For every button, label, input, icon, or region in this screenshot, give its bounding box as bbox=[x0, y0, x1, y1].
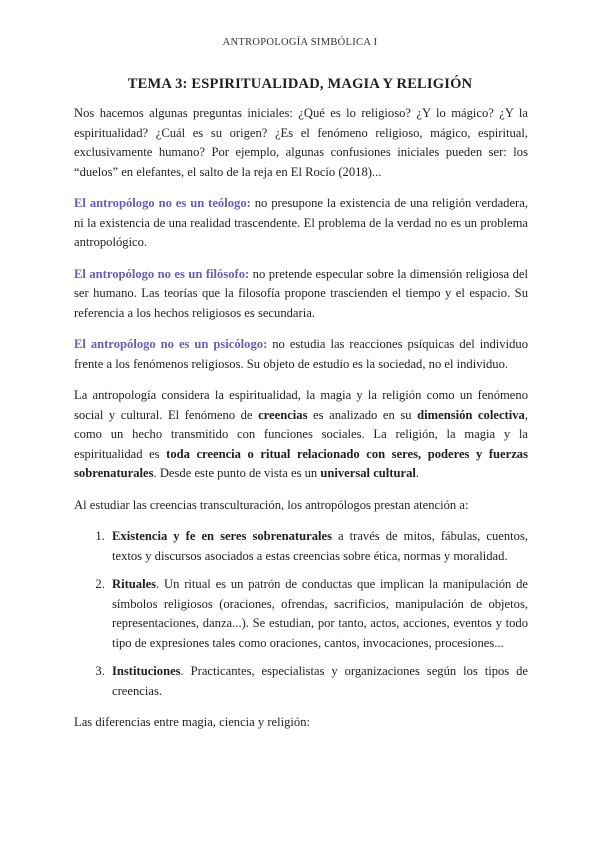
statement-philosopher bbox=[74, 265, 528, 324]
statement-label: El antropólogo no es un teólogo: bbox=[74, 196, 251, 210]
definition-bold: dimensión colectiva bbox=[417, 407, 525, 422]
statement-label: El antropólogo no es un psicólogo: bbox=[74, 337, 268, 351]
statement-text: no presupone la existencia de una religión verdadera, ni la existencia de una realidad trascendente. El problema de la verdad no es un problema antropológico. bbox=[74, 196, 528, 249]
list-item bbox=[108, 575, 528, 653]
list-item bbox=[108, 527, 528, 566]
definition-text: La antropología considera la espiritualidad, la magia y la religión como un fenómeno social y cultural. El fenómeno de bbox=[74, 388, 528, 422]
definition-text: . bbox=[415, 466, 420, 480]
list-item bbox=[108, 662, 528, 701]
definition-bold: toda creencia o ritual relacionado con seres, poderes y fuerzas sobrenaturales bbox=[74, 446, 528, 480]
definition-text: . Desde este punto de vista es un bbox=[153, 466, 321, 480]
page-title: TEMA 3: ESPIRITUALIDAD, MAGIA Y RELIGIÓN bbox=[127, 76, 473, 92]
statement-text: no estudia las reacciones psíquicas del individuo frente a los fenómenos religiosos. Su objeto de estudio es la sociedad, no el individuo. bbox=[74, 337, 528, 371]
closing-paragraph: Las diferencias entre magia, ciencia y religión: bbox=[74, 715, 311, 729]
document-body bbox=[74, 104, 528, 745]
intro-paragraph: Nos hacemos algunas preguntas iniciales: ¿Qué es lo religioso? ¿Y lo mágico? ¿Y la espiritualidad? ¿Cuál es su origen? ¿Es el fenómeno religioso, mágico, espiritual, exclusivamente humano? Por ejemplo, algunas confusiones iniciales pueden ser: los “duelos” en elefantes, el salto de la reja en El Rocío (2018)... bbox=[74, 106, 528, 179]
statement-psychologist bbox=[74, 335, 528, 374]
definition-text: , como un hecho transmitido con funciones sociales. La religión, la magia y la espiritualidad es bbox=[74, 407, 528, 461]
list-intro: Al estudiar las creencias transculturación, los antropólogos prestan atención a: bbox=[74, 497, 469, 512]
list-item-text: . Practicantes, especialistas y organizaciones según los tipos de creencias. bbox=[112, 664, 528, 698]
statement-theologian bbox=[74, 194, 528, 253]
definition-paragraph bbox=[74, 386, 528, 484]
list-item-text: . Un ritual es un patrón de conductas que implican la manipulación de símbolos religiosos (oraciones, ofrendas, sacrificios, manipulación de objetos, representaciones, danza...). Se estudian, por tanto, actos, acciones, eventos y todo tipo de expresiones tales como oraciones, cantos, invocaciones, procesiones... bbox=[112, 577, 528, 650]
list-item-title: Instituciones bbox=[112, 664, 181, 678]
definition-bold: universal cultural bbox=[320, 466, 416, 480]
list-item-text: a través de mitos, fábulas, cuentos, textos y discursos asociados a estas creencias sobre ética, normas y moralidad. bbox=[112, 529, 528, 563]
definition-bold: creencias bbox=[258, 407, 308, 422]
running-header: ANTROPOLOGÍA SIMBÓLICA I bbox=[222, 37, 378, 48]
list-item-title: Rituales bbox=[112, 577, 157, 591]
statement-text: no pretende especular sobre la dimensión religiosa del ser humano. Las teorías que la filosofía propone trascienden el tiempo y el espacio. Su referencia a los hechos religiosos es secundaria. bbox=[74, 266, 528, 320]
statement-label: El antropólogo no es un filósofo: bbox=[74, 266, 250, 281]
list-item-title: Existencia y fe en seres sobrenaturales bbox=[112, 529, 332, 543]
definition-text: es analizado en su bbox=[307, 407, 418, 422]
attention-list bbox=[74, 527, 528, 701]
